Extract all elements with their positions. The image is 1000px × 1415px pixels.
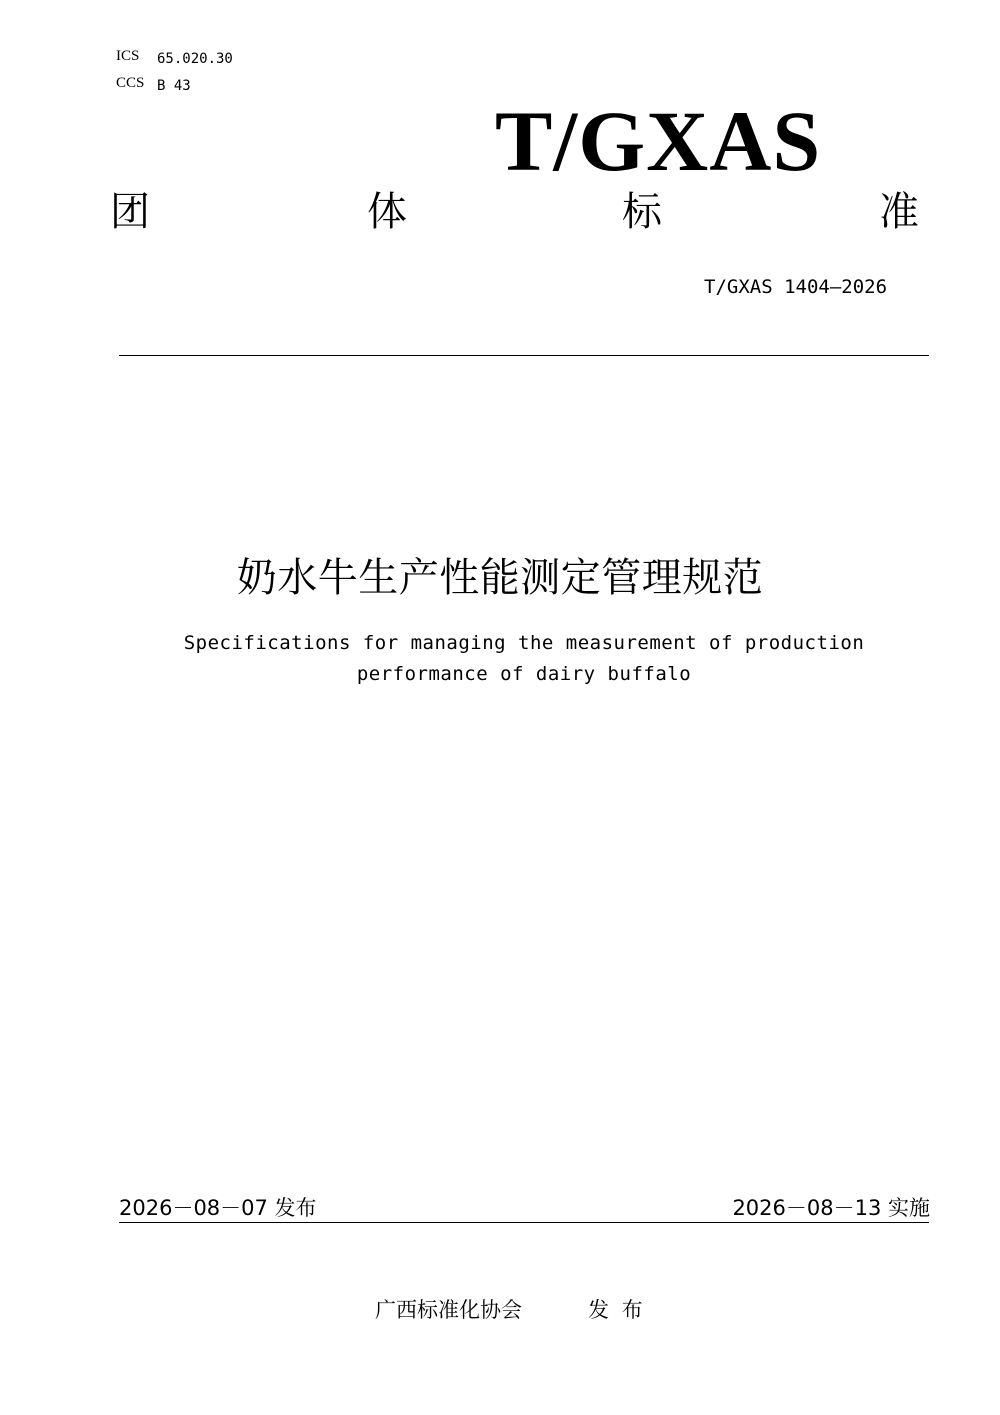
standard-type-char-4: 准 xyxy=(879,189,919,235)
title-english-line-1: Specifications for managing the measurement of production xyxy=(183,632,865,654)
publisher-organization: 广西标准化协会 xyxy=(375,1298,522,1322)
title-chinese: 奶水牛生产性能测定管理规范 xyxy=(236,555,764,601)
publish-date: 2026－08－07 发布 xyxy=(119,1196,317,1220)
standard-type-char-1: 团 xyxy=(110,189,150,235)
ics-value: 65.020.30 xyxy=(157,51,233,67)
title-english-line-2: performance of dairy buffalo xyxy=(356,663,692,685)
top-divider xyxy=(119,355,929,356)
bottom-divider xyxy=(119,1222,929,1223)
publisher-action: 发 布 xyxy=(588,1298,643,1322)
ccs-label: CCS xyxy=(116,75,145,91)
implementation-date: 2026－08－13 实施 xyxy=(732,1196,930,1220)
ics-label: ICS xyxy=(116,48,140,64)
standard-type-char-2: 体 xyxy=(367,189,407,235)
brand-logo: T/GXAS xyxy=(495,93,822,189)
ccs-value: B 43 xyxy=(157,78,191,94)
standard-number: T/GXAS 1404—2026 xyxy=(704,276,888,298)
standard-type-char-3: 标 xyxy=(622,189,662,235)
